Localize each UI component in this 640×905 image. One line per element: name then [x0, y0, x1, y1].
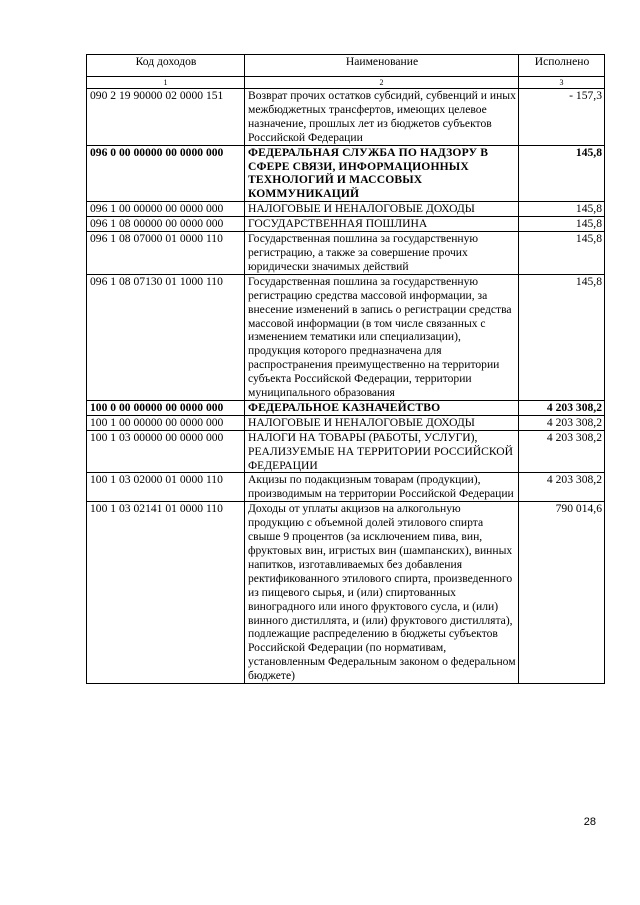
- sum-cell: 145,8: [519, 232, 605, 275]
- code-cell: 100 1 03 02000 01 0000 110: [87, 473, 245, 502]
- name-cell: НАЛОГОВЫЕ И НЕНАЛОГОВЫЕ ДОХОДЫ: [245, 415, 519, 430]
- name-cell: ФЕДЕРАЛЬНОЕ КАЗНАЧЕЙСТВО: [245, 400, 519, 415]
- code-cell: 100 1 00 00000 00 0000 000: [87, 415, 245, 430]
- sum-cell: 145,8: [519, 274, 605, 400]
- name-cell: Возврат прочих остатков субсидий, субвенций и иных межбюджетных трансфертов, имеющих целевое назначение, прошлых лет из бюджетов субъектов Российской Федерации: [245, 89, 519, 146]
- code-cell: 100 1 03 02141 01 0000 110: [87, 502, 245, 684]
- name-cell: ГОСУДАРСТВЕННАЯ ПОШЛИНА: [245, 217, 519, 232]
- name-cell: Государственная пошлина за государственную регистрацию средства массовой информации, за внесение изменений в запись о регистрации средства массовой информации (в том числе связанных с изменением тематики или специализации), продукция которого предназначена для распространения преимущественно на территории субъекта Российской Федерации, территории муниципального образования: [245, 274, 519, 400]
- sum-cell: 145,8: [519, 145, 605, 202]
- table-body: [87, 89, 605, 684]
- revenue-table: [86, 54, 605, 684]
- name-cell: Государственная пошлина за государственную регистрацию, а также за совершение прочих юридически значимых действий: [245, 232, 519, 275]
- table-header: [87, 55, 605, 89]
- code-cell: 090 2 19 90000 02 0000 151: [87, 89, 245, 146]
- header-row: [87, 55, 605, 77]
- table-row: [87, 502, 605, 684]
- sum-cell: 790 014,6: [519, 502, 605, 684]
- code-cell: 096 1 08 07000 01 0000 110: [87, 232, 245, 275]
- sum-cell: 145,8: [519, 202, 605, 217]
- sum-cell: 145,8: [519, 217, 605, 232]
- table-row: [87, 145, 605, 202]
- page-number: 28: [583, 816, 596, 828]
- column-number: 1: [87, 77, 245, 89]
- table-row: [87, 274, 605, 400]
- table-row: [87, 202, 605, 217]
- sum-cell: 4 203 308,2: [519, 400, 605, 415]
- name-cell: НАЛОГИ НА ТОВАРЫ (РАБОТЫ, УСЛУГИ), РЕАЛИЗУЕМЫЕ НА ТЕРРИТОРИИ РОССИЙСКОЙ ФЕДЕРАЦИИ: [245, 430, 519, 473]
- table-row: [87, 473, 605, 502]
- header-code: Код доходов: [87, 55, 245, 77]
- name-cell: ФЕДЕРАЛЬНАЯ СЛУЖБА ПО НАДЗОРУ В СФЕРЕ СВЯЗИ, ИНФОРМАЦИОННЫХ ТЕХНОЛОГИЙ И МАССОВЫХ КОММУНИКАЦИЙ: [245, 145, 519, 202]
- name-cell: НАЛОГОВЫЕ И НЕНАЛОГОВЫЕ ДОХОДЫ: [245, 202, 519, 217]
- column-number: 3: [519, 77, 605, 89]
- column-number: 2: [245, 77, 519, 89]
- code-cell: 100 1 03 00000 00 0000 000: [87, 430, 245, 473]
- table-row: [87, 400, 605, 415]
- name-cell: Акцизы по подакцизным товарам (продукции), производимым на территории Российской Федерации: [245, 473, 519, 502]
- code-cell: 096 0 00 00000 00 0000 000: [87, 145, 245, 202]
- sum-cell: 4 203 308,2: [519, 430, 605, 473]
- sum-cell: 4 203 308,2: [519, 473, 605, 502]
- table-row: [87, 415, 605, 430]
- header-sum: Исполнено: [519, 55, 605, 77]
- code-cell: 100 0 00 00000 00 0000 000: [87, 400, 245, 415]
- table-row: [87, 217, 605, 232]
- table-row: [87, 89, 605, 146]
- code-cell: 096 1 08 00000 00 0000 000: [87, 217, 245, 232]
- sum-cell: - 157,3: [519, 89, 605, 146]
- name-cell: Доходы от уплаты акцизов на алкогольную продукцию с объемной долей этилового спирта свыше 9 процентов (за исключением пива, вин, фруктовых вин, игристых вин (шампанских), винных напитков, изготавливаемых без добавления ректификованного этилового спирта, произведенного из пищевого сырья, и (или) спиртованных виноградного или иного фруктового сусла, и (или) винного дистиллята, и (или) фруктового дистиллята), подлежащие распределению в бюджеты субъектов Российской Федерации (по нормативам, установленным Федеральным законом о федеральном бюджете): [245, 502, 519, 684]
- code-cell: 096 1 00 00000 00 0000 000: [87, 202, 245, 217]
- table-row: [87, 430, 605, 473]
- header-name: Наименование: [245, 55, 519, 77]
- sum-cell: 4 203 308,2: [519, 415, 605, 430]
- column-number-row: [87, 77, 605, 89]
- code-cell: 096 1 08 07130 01 1000 110: [87, 274, 245, 400]
- table-row: [87, 232, 605, 275]
